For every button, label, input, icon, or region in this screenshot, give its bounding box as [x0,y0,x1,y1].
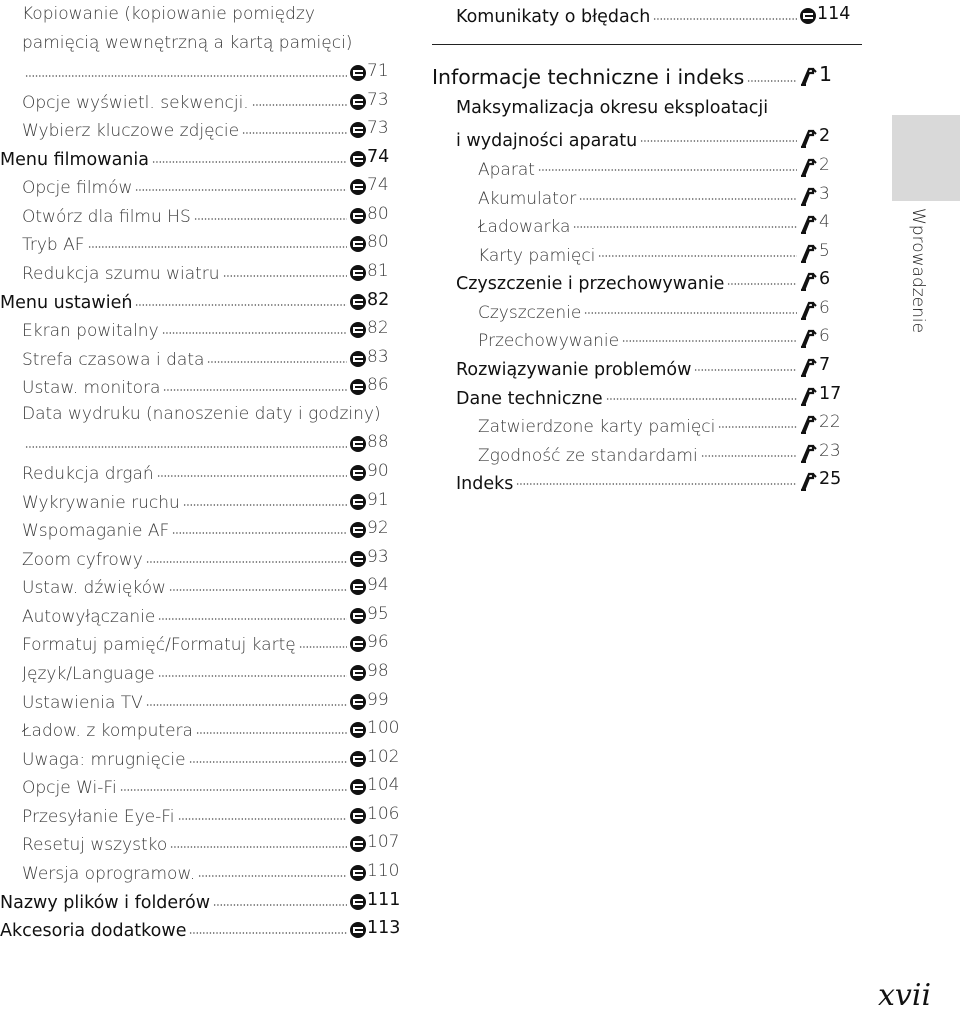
reference-section-icon [350,294,366,310]
toc-entry-title: Przesyłanie Eye-Fi [22,807,175,827]
toc-entry-title: Dane techniczne [456,389,603,409]
dot-leader [158,675,347,677]
toc-entry[interactable] [478,151,862,179]
reference-section-icon [350,636,366,652]
reference-section-icon [350,65,366,81]
page-ref [350,886,412,914]
technical-notes-icon [800,271,818,291]
toc-entry[interactable] [22,514,412,542]
toc-entry[interactable] [432,58,862,90]
toc-entry[interactable] [456,265,862,293]
reference-section-icon [350,322,366,338]
page-ref-number: 82 [367,290,390,310]
toc-entry-title: Wspomaganie AF [22,521,170,541]
page-ref-number: 7 [819,355,831,375]
toc-entry-title: Zoom cyfrowy [22,550,143,570]
toc-entry[interactable] [456,465,862,493]
technical-notes-icon [800,386,818,406]
toc-entry-title: Indeks [456,474,514,494]
page-ref-number: 114 [817,4,851,24]
page-ref [800,294,862,322]
reference-section-icon [350,94,366,110]
toc-entry-title: Akumulator [478,189,577,209]
technical-notes-icon [800,243,818,263]
toc-entry[interactable] [0,143,412,171]
reference-section-icon [350,894,366,910]
toc-entry[interactable] [22,828,412,856]
page-ref [350,914,412,942]
dot-leader [157,475,347,477]
toc-entry[interactable] [22,228,412,256]
toc-entry[interactable] [0,286,412,314]
dot-leader [189,761,347,763]
toc-entry-title: Wykrywanie ruchu [22,493,180,513]
page-ref [350,600,412,628]
reference-section-icon [350,151,366,167]
page-ref [800,380,862,408]
toc-entry[interactable] [478,180,862,208]
toc-entry[interactable] [478,437,862,465]
page-ref-number: 74 [367,147,390,167]
page-ref-number: 6 [819,269,831,289]
page-ref-number: 73 [367,90,389,110]
page-ref-number: 99 [367,690,389,710]
reference-section-icon [350,579,366,595]
dot-leader [135,189,347,191]
dot-leader [653,18,797,20]
page-ref [350,514,412,542]
dot-leader [120,789,347,791]
page-ref-number: 1 [819,62,833,86]
toc-entry[interactable] [22,857,412,885]
page-ref-number: 5 [819,241,830,261]
dot-leader [25,446,347,448]
page-ref-number: 23 [819,441,841,461]
dot-leader [694,369,797,371]
dot-leader [169,589,347,591]
reference-section-icon [350,522,366,538]
toc-entry-title: Ustawienia TV [22,693,143,713]
page-ref-number: 110 [367,861,400,881]
page-ref-number: 2 [819,126,831,146]
toc-entry-title: Ustaw. dźwięków [22,578,166,598]
dot-leader [573,226,797,228]
toc-entry-title: Przechowywanie [478,331,620,351]
dot-leader [88,246,347,248]
toc-entry[interactable] [478,294,862,322]
page-ref-number: 80 [367,232,389,252]
page-ref [800,408,862,436]
toc-entry[interactable] [22,800,412,828]
page-ref-number: 6 [819,298,830,318]
page-ref-number: 82 [367,318,389,338]
toc-entry-title: Kopiowanie (kopiowanie pomiędzy [22,4,315,24]
reference-section-icon [350,494,366,510]
page-ref [350,314,412,342]
page-ref-number: 92 [367,518,389,538]
page-ref-number: 3 [819,184,830,204]
page-ref [350,371,412,399]
page-ref [350,857,412,885]
toc-entry[interactable] [22,29,412,57]
toc-entry-title: Data wydruku (nanoszenie daty i godziny) [22,404,381,424]
page-ref [350,457,412,485]
page-ref-number: 100 [367,718,400,738]
dot-leader [162,332,347,334]
toc-entry-title: Aparat [478,160,535,180]
technical-notes-icon [800,214,818,234]
dot-leader [170,846,347,848]
toc-entry[interactable] [478,408,862,436]
reference-section-icon [350,208,366,224]
page-ref-number: 102 [367,747,400,767]
toc-entry-title: Zgodność ze standardami [478,446,698,466]
toc-entry-title: Redukcja szumu wiatru [22,264,220,284]
toc-entry-title: Opcje filmów [22,178,133,198]
toc-entry-title: Menu filmowania [0,150,149,170]
toc-entry[interactable] [22,628,412,656]
toc-entry-title: Wybierz kluczowe zdjęcie [22,121,240,141]
reference-section-icon [350,608,366,624]
toc-entry-title: Redukcja drgań [22,464,154,484]
toc-entry[interactable] [22,371,412,399]
toc-entry-title: Strefa czasowa i data [22,350,205,370]
toc-entry[interactable] [456,351,862,379]
page-ref [350,428,412,456]
page-ref-number: 107 [367,832,400,852]
page-ref [350,57,412,85]
toc-entry-title: Rozwiązywanie problemów [456,360,692,380]
toc-entry[interactable] [22,714,412,742]
dot-leader [299,646,347,648]
page-ref [350,486,412,514]
toc-entry[interactable] [478,208,862,236]
page-ref-number: 98 [367,661,389,681]
page-ref [350,171,412,199]
toc-entry-title: Czyszczenie [478,303,582,323]
toc-entry[interactable] [22,686,412,714]
page-ref [800,265,862,293]
toc-entry-title: Opcje wyświetl. sekwencji. [22,93,249,113]
toc-entry[interactable] [22,0,412,28]
technical-notes-icon [800,328,818,348]
dot-leader [194,218,347,220]
toc-entry[interactable] [22,571,412,599]
technical-notes-icon [800,66,818,86]
page-ref [800,0,862,28]
page-ref-number: 104 [367,775,400,795]
toc-entry-title: Tryb AF [22,235,85,255]
page-number: xvii [878,978,932,1013]
toc-entry-title: Wersja oprogramow. [22,864,196,884]
toc-entry-title: Uwaga: mrugnięcie [22,750,186,770]
page-ref [350,628,412,656]
dot-leader [584,312,797,314]
toc-entry[interactable] [0,886,412,914]
section-tab [892,115,960,201]
page-ref [350,200,412,228]
page-ref-number: 83 [367,347,389,367]
toc-entry[interactable] [22,428,412,456]
page-ref [800,208,862,236]
page-ref-number: 113 [367,918,401,938]
toc-entry-title: Ładowarka [478,217,571,237]
reference-section-icon [350,922,366,938]
toc-entry-title: Zatwierdzone karty pamięci [478,417,716,437]
toc-entry[interactable] [22,86,412,114]
dot-leader [252,104,347,106]
toc-entry[interactable] [22,457,412,485]
reference-section-icon [350,722,366,738]
toc-entry-title: Menu ustawień [0,293,133,313]
toc-entry-title: Akcesoria dodatkowe [0,921,187,941]
page-ref-number: 22 [819,412,841,432]
page-ref [350,743,412,771]
dot-leader [516,483,797,485]
reference-section-icon [350,265,366,281]
technical-notes-icon [800,128,818,148]
page-ref [350,343,412,371]
toc-entry-title: Resetuj wszystko [22,835,168,855]
page-ref [350,257,412,285]
page-ref [350,543,412,571]
dot-leader [606,398,797,400]
dot-leader [598,255,797,257]
toc-entry[interactable] [456,0,862,28]
toc-entry[interactable] [22,657,412,685]
dot-leader [207,361,347,363]
page-ref [350,286,412,314]
page-ref [350,114,412,142]
page-ref-number: 93 [367,547,389,567]
dot-leader [172,532,347,534]
dot-leader [189,932,347,934]
toc-entry-title: Ładow. z komputera [22,721,193,741]
reference-section-icon [350,808,366,824]
toc-entry[interactable] [22,314,412,342]
page-ref [800,180,862,208]
page-ref-number: 81 [367,261,389,281]
page-ref [350,800,412,828]
toc-entry-title: Karty pamięci [478,246,596,266]
toc-entry-title: Autowyłączanie [22,607,156,627]
page-ref [800,322,862,350]
dot-leader [146,561,347,563]
page-ref-number: 90 [367,461,389,481]
toc-entry[interactable] [22,200,412,228]
dot-leader [196,732,347,734]
technical-notes-icon [800,471,818,491]
dot-leader [727,283,797,285]
toc-entry[interactable] [22,486,412,514]
page-ref [800,58,862,90]
toc-entry-title: Język/Language [22,664,155,684]
dot-leader [178,818,347,820]
reference-section-icon [800,8,816,24]
technical-notes-icon [800,157,818,177]
page-ref-number: 73 [367,118,389,138]
reference-section-icon [350,665,366,681]
toc-entry-title: Maksymalizacja okresu eksploatacji [456,98,769,118]
technical-notes-icon [800,357,818,377]
page-ref [350,143,412,171]
toc-entry-title: Otwórz dla filmu HS [22,207,191,227]
toc-entry[interactable] [456,94,862,122]
reference-section-icon [350,465,366,481]
section-tab-label: Wprowadzenie [908,208,928,334]
toc-entry[interactable] [456,122,862,150]
toc-entry[interactable] [22,743,412,771]
dot-leader [158,618,347,620]
reference-section-icon [350,836,366,852]
toc-entry-title: i wydajności aparatu [456,131,638,151]
reference-section-icon [350,751,366,767]
dot-leader [183,504,347,506]
page-ref [800,351,862,379]
toc-entry-title: Opcje Wi-Fi [22,778,117,798]
dot-leader [198,875,347,877]
toc-entry[interactable] [22,257,412,285]
reference-section-icon [350,379,366,395]
reference-section-icon [350,122,366,138]
page-ref-number: 4 [819,212,830,232]
page-ref-number: 111 [367,890,401,910]
toc-entry-title: Nazwy plików i folderów [0,893,211,913]
toc-entry-title: Informacje techniczne i indeks [432,65,745,89]
toc-entry-title: Formatuj pamięć/Formatuj kartę [22,635,296,655]
dot-leader [579,198,797,200]
dot-leader [538,169,797,171]
technical-notes-icon [800,443,818,463]
dot-leader [152,161,347,163]
toc-entry[interactable] [22,600,412,628]
reference-section-icon [350,236,366,252]
page-ref-number: 17 [819,384,842,404]
toc-entry-title: Ekran powitalny [22,321,159,341]
toc-entry[interactable] [22,114,412,142]
reference-section-icon [350,436,366,452]
page-ref-number: 106 [367,804,400,824]
toc-entry-title: Komunikaty o błędach [456,7,651,27]
page-ref [800,151,862,179]
dot-leader [146,704,347,706]
technical-notes-icon [800,414,818,434]
page-ref [350,686,412,714]
page-ref-number: 6 [819,326,830,346]
dot-leader [701,455,797,457]
dot-leader [640,140,797,142]
toc-entry[interactable] [22,57,412,85]
page-ref-number: 71 [367,61,389,81]
toc-entry[interactable] [478,322,862,350]
page-ref [350,86,412,114]
page-ref [800,237,862,265]
page-ref [800,122,862,150]
page-ref-number: 88 [367,432,389,452]
page-ref [350,771,412,799]
page-ref-number: 96 [367,632,389,652]
page-ref [350,571,412,599]
page-ref-number: 95 [367,604,389,624]
toc-entry-title: pamięcią wewnętrzną a kartą pamięci) [22,33,353,53]
page-ref [800,437,862,465]
page-ref-number: 86 [367,375,389,395]
page-ref-number: 80 [367,204,389,224]
page-ref [350,228,412,256]
dot-leader [223,275,347,277]
reference-section-icon [350,351,366,367]
dot-leader [163,389,347,391]
page-ref [350,828,412,856]
toc-entry[interactable] [456,380,862,408]
reference-section-icon [350,551,366,567]
section-divider [432,44,862,45]
page-ref-number: 94 [367,575,389,595]
toc-entry[interactable] [0,914,412,942]
technical-notes-icon [800,186,818,206]
reference-section-icon [350,694,366,710]
toc-entry[interactable] [478,237,862,265]
reference-section-icon [350,865,366,881]
toc-entry[interactable] [22,343,412,371]
toc-entry[interactable] [22,400,412,428]
page-ref [800,465,862,493]
dot-leader [242,132,347,134]
reference-section-icon [350,779,366,795]
toc-entry-title: Czyszczenie i przechowywanie [456,274,725,294]
toc-entry-title: Ustaw. monitora [22,378,161,398]
page-ref [350,714,412,742]
reference-section-icon [350,179,366,195]
dot-leader [25,75,347,77]
dot-leader [135,304,347,306]
page-ref-number: 2 [819,155,830,175]
dot-leader [747,80,797,82]
toc-entry[interactable] [22,543,412,571]
technical-notes-icon [800,300,818,320]
toc-entry[interactable] [22,171,412,199]
toc-entry[interactable] [22,771,412,799]
dot-leader [213,904,347,906]
page-ref-number: 74 [367,175,389,195]
page-ref-number: 91 [367,490,389,510]
page-ref-number: 25 [819,469,842,489]
page-ref [350,657,412,685]
dot-leader [718,426,797,428]
dot-leader [622,340,797,342]
